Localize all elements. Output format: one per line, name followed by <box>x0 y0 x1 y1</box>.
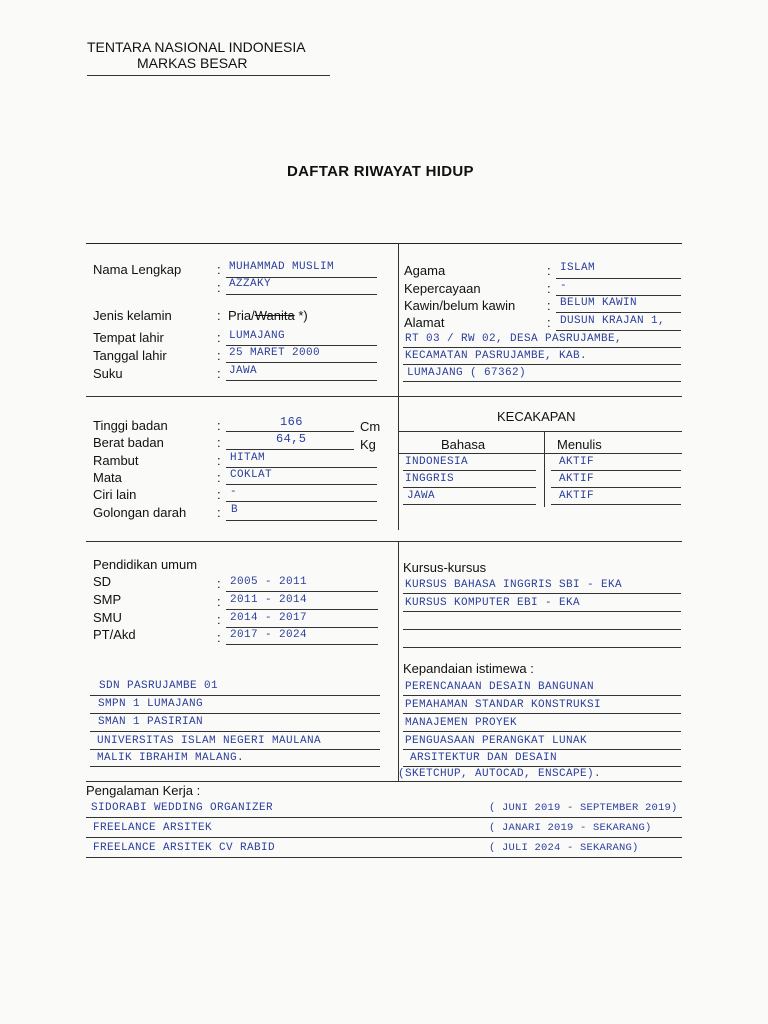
section2-top-rule <box>86 396 682 397</box>
specialty-1: PERENCANAAN DESAIN BANGUNAN <box>405 681 595 693</box>
specialty-3: MANAJEMEN PROYEK <box>405 717 518 729</box>
work-job-1: SIDORABI WEDDING ORGANIZER <box>91 802 274 814</box>
alamat-value-3: KECAMATAN PASRUJAMBE, KAB. <box>405 350 588 362</box>
pt-value: 2017 - 2024 <box>230 629 308 641</box>
school-2: SMPN 1 LUMAJANG <box>98 698 204 710</box>
pt-label: PT/Akd <box>93 627 136 642</box>
berat-value: 64,5 <box>276 432 307 446</box>
section1-divider <box>398 243 399 396</box>
skill-menulis-2: AKTIF <box>559 473 595 485</box>
ciri-label: Ciri lain <box>93 487 137 502</box>
nama-value-2: AZZAKY <box>229 278 272 290</box>
specialty-6: (SKETCHUP, AUTOCAD, ENSCAPE). <box>398 768 602 780</box>
suku-label: Suku <box>93 366 123 381</box>
nama-label: Nama Lengkap <box>93 262 182 277</box>
tempat-value: LUMAJANG <box>229 330 286 342</box>
sd-label: SD <box>93 574 112 589</box>
course-1: KURSUS BAHASA INGGRIS SBI - EKA <box>405 579 623 591</box>
nama-value-1: MUHAMMAD MUSLIM <box>229 261 335 273</box>
school-1: SDN PASRUJAMBE 01 <box>99 680 219 692</box>
alamat-label: Alamat <box>404 315 445 330</box>
jk-value: Pria/Wanita *) <box>228 308 308 323</box>
mata-label: Mata <box>93 470 122 485</box>
alamat-value-1: DUSUN KRAJAN 1, <box>560 315 666 327</box>
school-4: UNIVERSITAS ISLAM NEGERI MAULANA <box>97 735 322 747</box>
work-job-3: FREELANCE ARSITEK CV RABID <box>93 842 276 854</box>
ciri-value: - <box>230 486 238 498</box>
mata-value: COKLAT <box>230 469 273 481</box>
berat-unit: Kg <box>360 437 376 452</box>
kepandaian-title: Kepandaian istimewa : <box>403 661 534 676</box>
kawin-value: BELUM KAWIN <box>560 297 638 309</box>
tanggal-value: 25 MARET 2000 <box>229 347 321 359</box>
section3-top-rule <box>86 541 682 542</box>
skill-menulis-3: AKTIF <box>559 490 595 502</box>
document-title: DAFTAR RIWAYAT HIDUP <box>287 163 474 180</box>
course-2: KURSUS KOMPUTER EBI - EKA <box>405 597 581 609</box>
agama-value: ISLAM <box>560 262 596 274</box>
smu-label: SMU <box>93 610 122 625</box>
school-3: SMAN 1 PASIRIAN <box>98 716 204 728</box>
sd-value: 2005 - 2011 <box>230 576 308 588</box>
skill-bahasa-3: JAWA <box>407 490 436 502</box>
rambut-label: Rambut <box>93 453 139 468</box>
kepercayaan-value: - <box>560 280 568 292</box>
kawin-label: Kawin/belum kawin <box>404 298 516 313</box>
goldar-label: Golongan darah <box>93 505 187 520</box>
skills-col-divider <box>544 431 545 507</box>
tinggi-unit: Cm <box>360 419 381 434</box>
section2-divider <box>398 396 399 530</box>
kursus-title: Kursus-kursus <box>403 560 487 575</box>
col-bahasa-header: Bahasa <box>441 437 486 452</box>
pendidikan-title: Pendidikan umum <box>93 557 198 572</box>
kepercayaan-label: Kepercayaan <box>404 281 481 296</box>
institution-name: TENTARA NASIONAL INDONESIA <box>87 39 306 55</box>
tinggi-label: Tinggi badan <box>93 418 168 433</box>
smu-value: 2014 - 2017 <box>230 612 308 624</box>
smp-value: 2011 - 2014 <box>230 594 308 606</box>
tempat-label: Tempat lahir <box>93 330 164 345</box>
section4-top-rule <box>86 781 682 782</box>
school-5: MALIK IBRAHIM MALANG. <box>97 752 245 764</box>
jk-label: Jenis kelamin <box>93 308 172 323</box>
skill-menulis-1: AKTIF <box>559 456 595 468</box>
berat-label: Berat badan <box>93 435 164 450</box>
smp-label: SMP <box>93 592 122 607</box>
agama-label: Agama <box>404 263 446 278</box>
cv-form-page: TENTARA NASIONAL INDONESIA MARKAS BESAR DAFTAR RIWAYAT HIDUP Nama Lengkap : MUHAMMAD MUSLIM : AZZAKY Jenis kelamin : Pria/Wanita *) Tempat lahir : LUMAJANG Tanggal lahir : 25 MARET 2000 Suku : JAWA Agama : ISLAM Kepercayaan : - Kawin/belum kawin : BELUM KAWIN Alamat : DUSUN KRAJAN 1, RT 03 / RW 02, DESA PASRUJAMBE, KECAMATAN PASRUJAMBE, KAB. LUMAJANG ( 67362) Tinggi badan : 166 Cm Berat badan : 64,5 Kg Rambut : HITAM Mata : COKLAT Ciri lain : - Golongan darah : B KECAKAPAN Bahasa Menulis INDONESIA AKTIF INGGRIS AKTIF JAWA AKTIF Pendidikan umum SD : 2005 - 2011 SMP : 2011 - 2014 SMU : 2014 - 2017 PT/Akd : 2017 - 2024 SDN PASRUJAMBE 01 SMPN 1 LUMAJANG SMAN 1 PASIRIAN UNIVERSITAS ISLAM NEGERI MAULANA MALIK IBRAHIM MALANG. Kursus-kursus KURSUS BAHASA INGGRIS SBI - EKA KURSUS KOMPUTER EBI - EKA Kepandaian istimewa : PERENCANAAN DESAIN BANGUNAN PEMAHAMAN STANDAR KONSTRUKSI MANAJEMEN PROYEK PENGUASAAN PERANGKAT LUNAK ARSITEKTUR DAN DESAIN (SKETCHUP, AUTOCAD, ENSCAPE). Pengalaman Kerja : SIDORABI WEDDING ORGANIZER ( JUNI 2019 - SEPTEMBER 2019) FREELANCE ARSITEK ( JANARI 2019 - SEKARANG) FREELANCE ARSITEK CV RABID ( JULI 2024 - SEKARANG) <box>0 0 768 1024</box>
kecakapan-title: KECAKAPAN <box>497 409 576 424</box>
suku-value: JAWA <box>229 365 258 377</box>
work-period-2: ( JANARI 2019 - SEKARANG) <box>489 822 652 834</box>
header-underline <box>87 75 330 76</box>
section-top-rule <box>86 243 682 244</box>
pengalaman-title: Pengalaman Kerja : <box>86 783 201 798</box>
specialty-5: ARSITEKTUR DAN DESAIN <box>410 752 558 764</box>
section3-divider <box>398 541 399 781</box>
skill-bahasa-1: INDONESIA <box>405 456 469 468</box>
col-menulis-header: Menulis <box>557 437 602 452</box>
alamat-value-2: RT 03 / RW 02, DESA PASRUJAMBE, <box>405 333 623 345</box>
tanggal-label: Tanggal lahir <box>93 348 167 363</box>
goldar-value: B <box>231 504 239 516</box>
specialty-4: PENGUASAAN PERANGKAT LUNAK <box>405 735 588 747</box>
work-period-1: ( JUNI 2019 - SEPTEMBER 2019) <box>489 802 678 814</box>
rambut-value: HITAM <box>230 452 266 464</box>
work-period-3: ( JULI 2024 - SEKARANG) <box>489 842 639 854</box>
work-job-2: FREELANCE ARSITEK <box>93 822 213 834</box>
tinggi-value: 166 <box>280 415 303 429</box>
institution-sub: MARKAS BESAR <box>137 55 248 71</box>
alamat-value-4: LUMAJANG ( 67362) <box>407 367 527 379</box>
specialty-2: PEMAHAMAN STANDAR KONSTRUKSI <box>405 699 602 711</box>
skill-bahasa-2: INGGRIS <box>405 473 455 485</box>
